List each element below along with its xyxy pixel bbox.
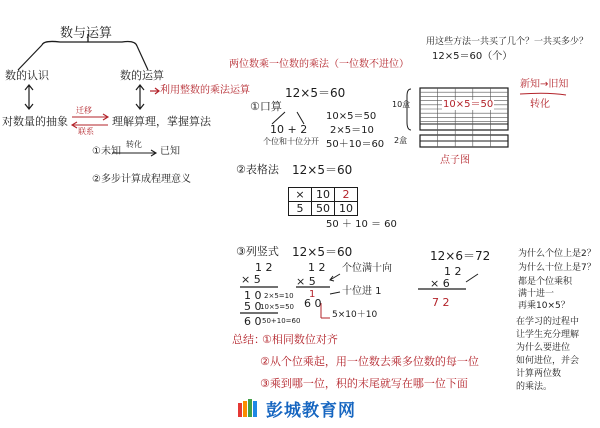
side-note-4: 满十进一 bbox=[518, 289, 555, 299]
right-vertical-mul: × 6 bbox=[430, 277, 450, 290]
vertical2-carry: 1 bbox=[309, 289, 316, 300]
grid-label-bottom: 2盒 bbox=[394, 136, 408, 145]
table-row-cell: 50 bbox=[312, 202, 335, 216]
side-note-7: 让学生充分理解 bbox=[516, 330, 580, 340]
right-item: 理解算理，掌握算法 bbox=[112, 115, 211, 128]
link-label-top: 迁移 bbox=[76, 106, 92, 115]
equation4: 12×6＝72 bbox=[430, 249, 491, 263]
decomp2: 2×5＝10 bbox=[330, 125, 374, 136]
left-item: 对数量的抽象 bbox=[2, 115, 68, 128]
right-note-1: 新知→旧知 bbox=[520, 79, 569, 90]
vertical1-note3: 50+10=60 bbox=[262, 317, 301, 325]
vertical1-note1: 2×5=10 bbox=[264, 292, 294, 300]
note-place: 个位满十向 bbox=[342, 263, 392, 274]
split-top: 10 + 2 bbox=[270, 123, 308, 136]
point1-arrow-label: 转化 bbox=[126, 140, 142, 149]
vertical2-mul: × 5 bbox=[296, 275, 316, 288]
vertical1-row2: 5 0 bbox=[244, 300, 262, 313]
table-header-cell: 10 bbox=[312, 188, 335, 202]
vertical2-result: 6 0 bbox=[304, 297, 322, 310]
grid-equation: 10×5＝50 bbox=[443, 99, 494, 110]
middle-heading: 两位数乘一位数的乘法（一位数不进位） bbox=[229, 59, 409, 70]
side-note-6: 在学习的过程中 bbox=[516, 317, 580, 327]
note-carry: 十位进 1 bbox=[342, 286, 382, 297]
side-note-5: 再乘10×5？ bbox=[518, 301, 570, 311]
summary-item-3: ③乘到哪一位，积的末尾就写在哪一位下面 bbox=[260, 377, 468, 390]
vertical2-top: 1 2 bbox=[308, 261, 326, 274]
operation-heading: 数的运算 bbox=[120, 69, 164, 82]
table-row-cell: 5 bbox=[289, 202, 312, 216]
table-header-cell: 2 bbox=[335, 188, 358, 202]
equation1: 12×5＝60 bbox=[285, 86, 346, 100]
summary-item-2: ②从个位乘起，用一位数去乘多位数的每一位 bbox=[260, 355, 479, 368]
summary-label: 总结： bbox=[232, 333, 265, 346]
section2-label: ②表格法 bbox=[236, 163, 279, 176]
side-note-1: 为什么个位上是2？ bbox=[518, 249, 596, 259]
link-label-bottom: 联系 bbox=[78, 127, 94, 136]
vertical2-sum: 5×10＋10 bbox=[332, 310, 378, 320]
multiplication-table bbox=[288, 187, 358, 216]
page-title: 数与运算 bbox=[60, 26, 113, 41]
right-note-2: 转化 bbox=[530, 99, 550, 110]
equation3: 12×5＝60 bbox=[292, 245, 353, 259]
table-sum: 50 ＋ 10 ＝ 60 bbox=[326, 219, 397, 230]
point1-end: 已知 bbox=[160, 146, 180, 157]
point1: ①未知 bbox=[92, 146, 121, 157]
side-note-10: 计算两位数 bbox=[516, 369, 562, 379]
grid-label-top: 10盒 bbox=[392, 100, 411, 109]
operation-note: 利用整数的乘法运算 bbox=[160, 85, 250, 96]
concept-heading: 数的认识 bbox=[5, 69, 49, 82]
decomp1: 10×5＝50 bbox=[326, 111, 377, 122]
vertical1-mul: × 5 bbox=[241, 273, 261, 286]
vertical1-top: 1 2 bbox=[255, 261, 273, 274]
side-note-3: 都是个位乘积 bbox=[518, 277, 573, 287]
equation2: 12×5＝60 bbox=[292, 163, 353, 177]
split-note: 个位和十位分开 bbox=[263, 137, 319, 146]
grid-caption: 点子图 bbox=[440, 155, 470, 166]
table-header-cell: × bbox=[289, 188, 312, 202]
right-equation: 12×5＝60（个） bbox=[432, 51, 513, 62]
point2: ②多步计算成程理意义 bbox=[92, 174, 191, 185]
section3-label: ③列竖式 bbox=[236, 245, 279, 258]
vertical1-row1: 1 0 bbox=[244, 289, 262, 302]
side-note-11: 的乘法。 bbox=[516, 382, 553, 392]
side-note-8: 为什么要进位 bbox=[516, 343, 571, 353]
site-logo bbox=[238, 396, 356, 421]
book-icon bbox=[238, 399, 260, 419]
vertical1-note2: 10×5=50 bbox=[260, 303, 294, 311]
right-question: 用这些方法一共买了几个？一共买多少？ bbox=[426, 37, 589, 47]
side-note-9: 如何进位，并会 bbox=[516, 356, 580, 366]
summary-item-1: ①相同数位对齐 bbox=[262, 333, 338, 346]
section1-label: ①口算 bbox=[250, 100, 282, 113]
side-note-2: 为什么十位上是7？ bbox=[518, 263, 596, 273]
right-vertical-top: 1 2 bbox=[444, 265, 462, 278]
table-row-cell: 10 bbox=[335, 202, 358, 216]
vertical1-result: 6 0 bbox=[244, 315, 262, 328]
right-vertical-result: 7 2 bbox=[432, 296, 450, 309]
logo-text: 彭城教育网 bbox=[266, 401, 356, 421]
decomp3: 50＋10＝60 bbox=[326, 139, 385, 150]
